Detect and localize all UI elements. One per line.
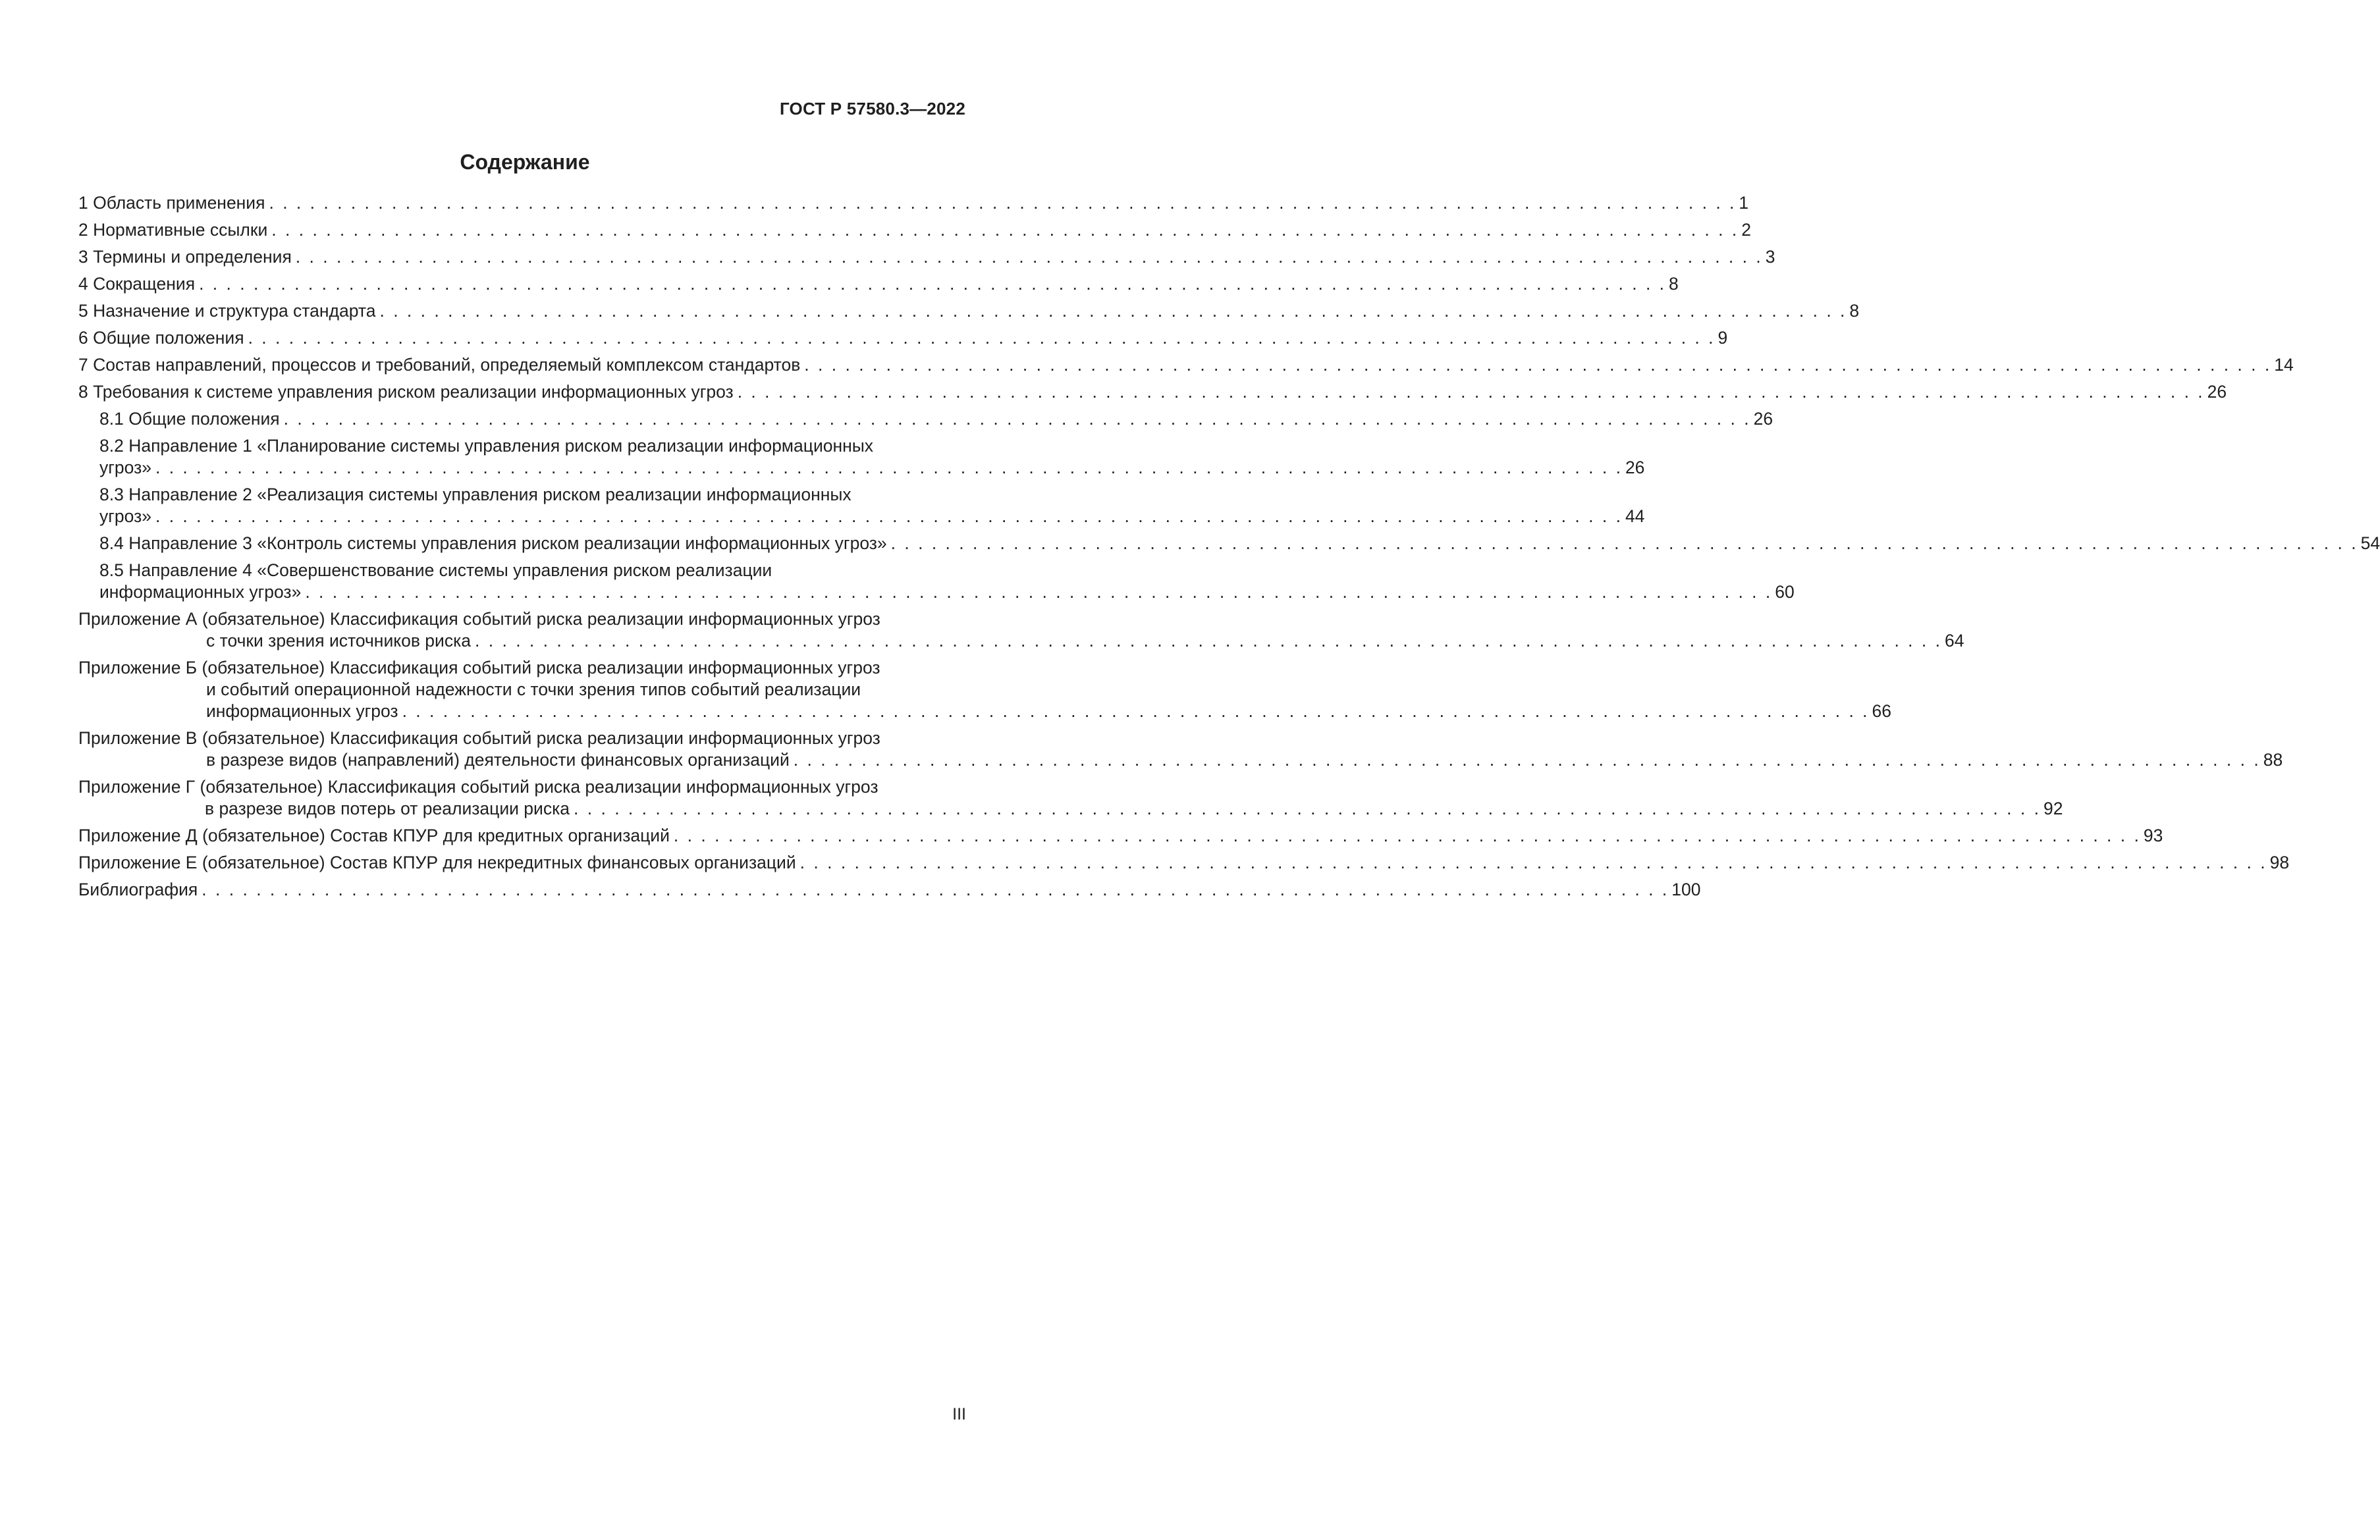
toc-entry-text: 8.3 Направление 2 «Реализация системы управления риском реализации информационных bbox=[99, 485, 852, 504]
toc-entry-text: 6 Общие положения bbox=[78, 328, 244, 348]
toc-leader-dots: . . . . . . . . . . . . . . . . . . . . . . . . . . . . . . . . . . . . . . . . . . . . . . . . . . . . . . . . . . . . . . . . . . . . . . . . . . . . . . . . . . . . . . . . . . . . . . . . . . . . . . . . . . . . bbox=[248, 328, 1716, 348]
toc-page-number: 44 bbox=[1625, 506, 1645, 526]
toc-entry-text: Приложение В (обязательное) Классификация событий риска реализации информационных угроз bbox=[78, 728, 880, 748]
toc-entry[interactable] bbox=[78, 608, 1964, 652]
toc-page-number: 64 bbox=[1944, 631, 1964, 651]
toc-entry[interactable] bbox=[78, 852, 2290, 874]
toc-entry-text: 8.2 Направление 1 «Планирование системы управления риском реализации информационных bbox=[99, 436, 874, 456]
toc-entry[interactable] bbox=[78, 728, 2283, 771]
toc-leader-dots: . . . . . . . . . . . . . . . . . . . . . . . . . . . . . . . . . . . . . . . . . . . . . . . . . . . . . . . . . . . . . . . . . . . . . . . . . . . . . . . . . . . . . . . . . . . . . . . . . . . . . . . . . . . . bbox=[271, 220, 1739, 240]
toc-entry[interactable] bbox=[78, 776, 2063, 820]
toc-leader-dots: . . . . . . . . . . . . . . . . . . . . . . . . . . . . . . . . . . . . . . . . . . . . . . . . . . . . . . . . . . . . . . . . . . . . . . . . . . . . . . . . . . . . . . . . . . . . . . . . . . . . . . . . . . . . bbox=[804, 355, 2272, 375]
toc-entry-text: информационных угроз bbox=[206, 701, 398, 721]
toc-entry-text: в разрезе видов потерь от реализации риска bbox=[205, 799, 570, 818]
page-number: III bbox=[952, 1405, 966, 1423]
toc-entry-text: в разрезе видов (направлений) деятельности финансовых организаций bbox=[206, 750, 790, 770]
toc-page-number: 66 bbox=[1872, 701, 1892, 721]
toc-entry[interactable] bbox=[78, 246, 1775, 268]
toc-entry[interactable] bbox=[99, 435, 1645, 479]
toc-entry-text: 2 Нормативные ссылки bbox=[78, 220, 268, 240]
toc-leader-dots: . . . . . . . . . . . . . . . . . . . . . . . . . . . . . . . . . . . . . . . . . . . . . . . . . . . . . . . . . . . . . . . . . . . . . . . . . . . . . . . . . . . . . . . . . . . . . . . . . . . . . . . . . . . . bbox=[155, 506, 1623, 526]
toc-entry[interactable] bbox=[78, 300, 1860, 322]
toc-leader-dots: . . . . . . . . . . . . . . . . . . . . . . . . . . . . . . . . . . . . . . . . . . . . . . . . . . . . . . . . . . . . . . . . . . . . . . . . . . . . . . . . . . . . . . . . . . . . . . . . . . . . . . . . . . . . bbox=[283, 409, 1751, 429]
toc-entry-text: Приложение Е (обязательное) Состав КПУР для некредитных финансовых организаций bbox=[78, 853, 796, 872]
toc-entry[interactable] bbox=[99, 560, 1795, 603]
toc-page-number: 98 bbox=[2269, 853, 2290, 872]
toc-entry[interactable] bbox=[78, 273, 1679, 295]
toc-entry-text: Библиография bbox=[78, 880, 198, 899]
toc-entry-text: Приложение Б (обязательное) Классификация событий риска реализации информационных угроз bbox=[78, 658, 880, 677]
toc-entry-text: с точки зрения источников риска bbox=[206, 631, 472, 651]
toc-leader-dots: . . . . . . . . . . . . . . . . . . . . . . . . . . . . . . . . . . . . . . . . . . . . . . . . . . . . . . . . . . . . . . . . . . . . . . . . . . . . . . . . . . . . . . . . . . . . . . . . . . . . . . . . . . . . bbox=[793, 750, 2261, 770]
toc-entry-text: 3 Термины и определения bbox=[78, 247, 292, 267]
toc-entry[interactable] bbox=[78, 825, 2163, 847]
toc-page-number: 1 bbox=[1739, 193, 1749, 213]
toc-page-number: 26 bbox=[2207, 382, 2227, 402]
toc-page-number: 2 bbox=[1741, 220, 1751, 240]
toc-entry[interactable] bbox=[78, 327, 1728, 349]
toc-entry-text: 1 Область применения bbox=[78, 193, 265, 213]
toc-entry[interactable] bbox=[78, 879, 1701, 901]
toc-entry[interactable] bbox=[78, 354, 2294, 376]
toc-entry-text: 8.5 Направление 4 «Совершенствование системы управления риском реализации bbox=[99, 560, 772, 580]
toc-page-number: 8 bbox=[1849, 301, 1860, 321]
toc-leader-dots: . . . . . . . . . . . . . . . . . . . . . . . . . . . . . . . . . . . . . . . . . . . . . . . . . . . . . . . . . . . . . . . . . . . . . . . . . . . . . . . . . . . . . . . . . . . . . . . . . . . . . . . . . . . . bbox=[402, 701, 1870, 721]
toc-entry-text: 4 Сокращения bbox=[78, 274, 196, 294]
toc-page-number: 14 bbox=[2274, 355, 2294, 375]
toc-entry-text: Приложение А (обязательное) Классификация событий риска реализации информационных угроз bbox=[78, 609, 880, 629]
table-of-contents bbox=[78, 192, 2380, 906]
toc-entry-text: Приложение Г (обязательное) Классификация событий риска реализации информационных угроз bbox=[78, 777, 879, 797]
toc-entry-text: 8.4 Направление 3 «Контроль системы управления риском реализации информационных угроз» bbox=[99, 533, 887, 553]
toc-page-number: 26 bbox=[1625, 458, 1645, 477]
toc-leader-dots: . . . . . . . . . . . . . . . . . . . . . . . . . . . . . . . . . . . . . . . . . . . . . . . . . . . . . . . . . . . . . . . . . . . . . . . . . . . . . . . . . . . . . . . . . . . . . . . . . . . . . . . . . . . . bbox=[574, 799, 2041, 818]
toc-entry-text: угроз» bbox=[99, 506, 151, 526]
toc-entry-text: 5 Назначение и структура стандарта bbox=[78, 301, 376, 321]
toc-page-number: 88 bbox=[2263, 750, 2283, 770]
toc-entry[interactable] bbox=[78, 192, 1749, 214]
toc-entry-text: информационных угроз» bbox=[99, 582, 302, 602]
toc-entry-text: Приложение Д (обязательное) Состав КПУР для кредитных организаций bbox=[78, 826, 670, 845]
toc-leader-dots: . . . . . . . . . . . . . . . . . . . . . . . . . . . . . . . . . . . . . . . . . . . . . . . . . . . . . . . . . . . . . . . . . . . . . . . . . . . . . . . . . . . . . . . . . . . . . . . . . . . . . . . . . . . . bbox=[202, 880, 1669, 899]
toc-entry[interactable] bbox=[78, 219, 1751, 241]
toc-leader-dots: . . . . . . . . . . . . . . . . . . . . . . . . . . . . . . . . . . . . . . . . . . . . . . . . . . . . . . . . . . . . . . . . . . . . . . . . . . . . . . . . . . . . . . . . . . . . . . . . . . . . . . . . . . . . bbox=[799, 853, 2267, 872]
toc-entry-text: 8.1 Общие положения bbox=[99, 409, 280, 429]
toc-entry[interactable] bbox=[99, 408, 1773, 430]
toc-page-number: 3 bbox=[1765, 247, 1775, 267]
toc-leader-dots: . . . . . . . . . . . . . . . . . . . . . . . . . . . . . . . . . . . . . . . . . . . . . . . . . . . . . . . . . . . . . . . . . . . . . . . . . . . . . . . . . . . . . . . . . . . . . . . . . . . . . . . . . . . . bbox=[475, 631, 1942, 651]
toc-leader-dots: . . . . . . . . . . . . . . . . . . . . . . . . . . . . . . . . . . . . . . . . . . . . . . . . . . . . . . . . . . . . . . . . . . . . . . . . . . . . . . . . . . . . . . . . . . . . . . . . . . . . . . . . . . . . bbox=[673, 826, 2141, 845]
toc-entry[interactable] bbox=[78, 657, 1892, 722]
toc-page-number: 93 bbox=[2143, 826, 2163, 845]
toc-page-number: 26 bbox=[1753, 409, 1773, 429]
toc-page-number: 8 bbox=[1669, 274, 1679, 294]
toc-leader-dots: . . . . . . . . . . . . . . . . . . . . . . . . . . . . . . . . . . . . . . . . . . . . . . . . . . . . . . . . . . . . . . . . . . . . . . . . . . . . . . . . . . . . . . . . . . . . . . . . . . . . . . . . . . . . bbox=[890, 533, 2358, 553]
toc-page-number: 60 bbox=[1775, 582, 1795, 602]
toc-entry-text: и событий операционной надежности с точки зрения типов событий реализации bbox=[206, 679, 861, 699]
toc-leader-dots: . . . . . . . . . . . . . . . . . . . . . . . . . . . . . . . . . . . . . . . . . . . . . . . . . . . . . . . . . . . . . . . . . . . . . . . . . . . . . . . . . . . . . . . . . . . . . . . . . . . . . . . . . . . . bbox=[269, 193, 1737, 213]
toc-title: Содержание bbox=[460, 150, 590, 174]
toc-entry-text: 8 Требования к системе управления риском реализации информационных угроз bbox=[78, 382, 734, 402]
toc-page-number: 9 bbox=[1717, 328, 1728, 348]
document-id: ГОСТ Р 57580.3—2022 bbox=[779, 99, 965, 119]
toc-entry-text: 7 Состав направлений, процессов и требований, определяемый комплексом стандартов bbox=[78, 355, 801, 375]
toc-leader-dots: . . . . . . . . . . . . . . . . . . . . . . . . . . . . . . . . . . . . . . . . . . . . . . . . . . . . . . . . . . . . . . . . . . . . . . . . . . . . . . . . . . . . . . . . . . . . . . . . . . . . . . . . . . . . bbox=[295, 247, 1763, 267]
toc-entry[interactable] bbox=[78, 381, 2227, 403]
toc-leader-dots: . . . . . . . . . . . . . . . . . . . . . . . . . . . . . . . . . . . . . . . . . . . . . . . . . . . . . . . . . . . . . . . . . . . . . . . . . . . . . . . . . . . . . . . . . . . . . . . . . . . . . . . . . . . . bbox=[199, 274, 1667, 294]
toc-leader-dots: . . . . . . . . . . . . . . . . . . . . . . . . . . . . . . . . . . . . . . . . . . . . . . . . . . . . . . . . . . . . . . . . . . . . . . . . . . . . . . . . . . . . . . . . . . . . . . . . . . . . . . . . . . . . bbox=[155, 458, 1623, 477]
toc-entry[interactable] bbox=[99, 533, 2380, 554]
toc-page-number: 92 bbox=[2043, 799, 2063, 818]
toc-entry[interactable] bbox=[99, 484, 1645, 527]
toc-entry-text: угроз» bbox=[99, 458, 151, 477]
toc-leader-dots: . . . . . . . . . . . . . . . . . . . . . . . . . . . . . . . . . . . . . . . . . . . . . . . . . . . . . . . . . . . . . . . . . . . . . . . . . . . . . . . . . . . . . . . . . . . . . . . . . . . . . . . . . . . . bbox=[379, 301, 1847, 321]
toc-leader-dots: . . . . . . . . . . . . . . . . . . . . . . . . . . . . . . . . . . . . . . . . . . . . . . . . . . . . . . . . . . . . . . . . . . . . . . . . . . . . . . . . . . . . . . . . . . . . . . . . . . . . . . . . . . . . bbox=[737, 382, 2205, 402]
toc-leader-dots: . . . . . . . . . . . . . . . . . . . . . . . . . . . . . . . . . . . . . . . . . . . . . . . . . . . . . . . . . . . . . . . . . . . . . . . . . . . . . . . . . . . . . . . . . . . . . . . . . . . . . . . . . . . . bbox=[305, 582, 1773, 602]
toc-page-number: 54 bbox=[2360, 533, 2380, 553]
toc-page-number: 100 bbox=[1671, 880, 1701, 899]
